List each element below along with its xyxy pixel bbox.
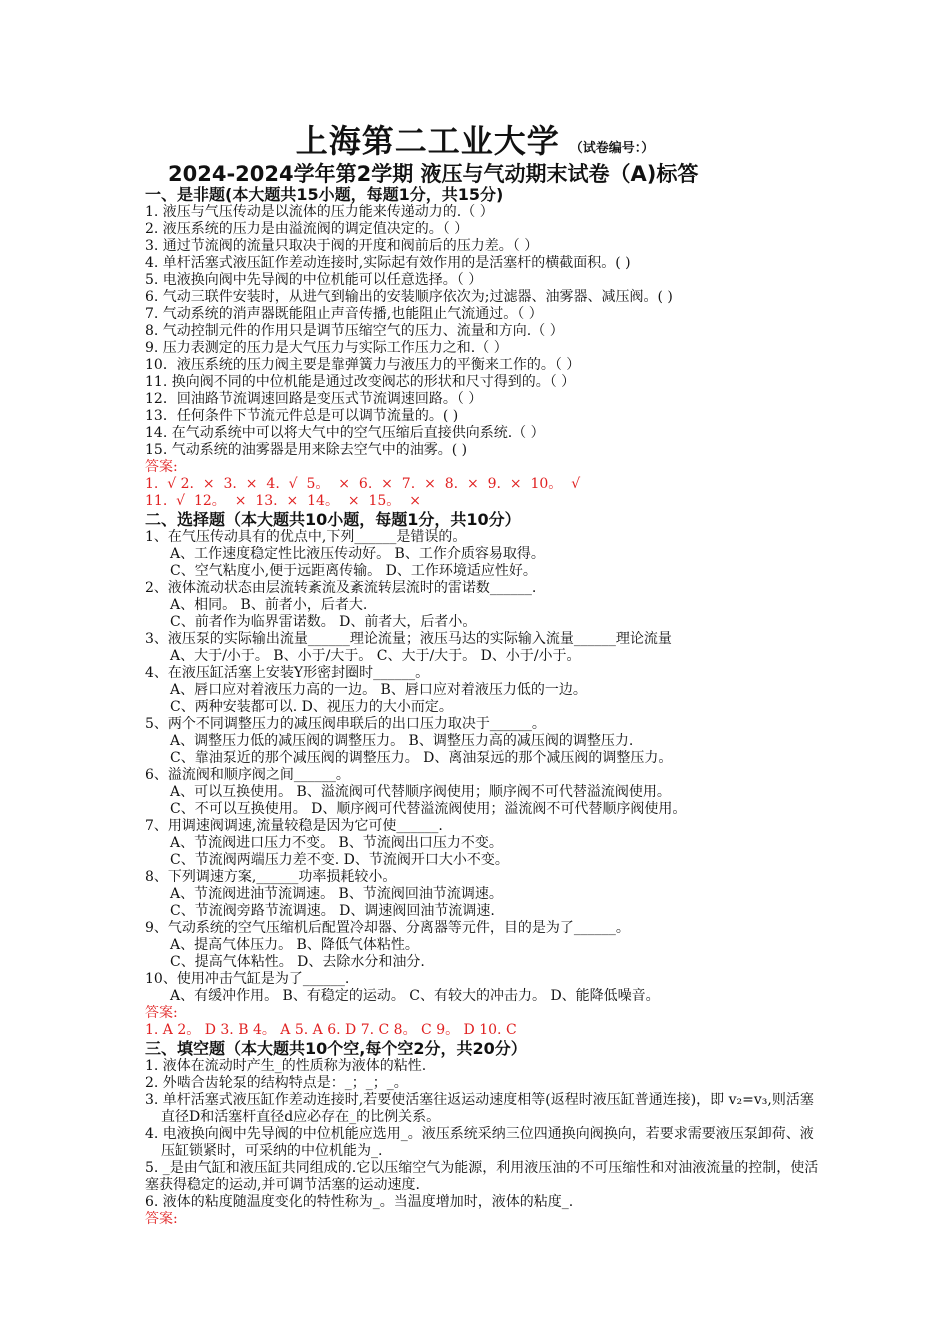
question-item: 10．液压系统的压力阀主要是靠弹簧力与液压力的平衡来工作的。（ ） bbox=[145, 357, 581, 373]
choice-options: A、相同。 B、前者小，后者大. bbox=[170, 597, 368, 613]
title-row bbox=[0, 116, 950, 162]
choice-options: C、靠油泵近的那个减压阀的调整压力。 D、离油泵远的那个减压阀的调整压力。 bbox=[170, 750, 673, 766]
exam-subtitle: 2024-2024学年第2学期 液压与气动期末试卷（A)标答 bbox=[168, 162, 699, 186]
choice-question: 7、用调速阀调速,流量较稳是因为它可使______. bbox=[145, 818, 443, 834]
section1-answer-line2: 11. √ 12。 × 13. × 14。 × 15。 × bbox=[145, 493, 421, 509]
choice-options: A、提高气体压力。 B、降低气体粘性。 bbox=[170, 937, 419, 953]
section1-answer-label: 答案: bbox=[145, 459, 178, 475]
section3-answer-label: 答案: bbox=[145, 1211, 178, 1227]
exam-content bbox=[145, 185, 825, 1228]
question-item: 5. 电液换向阀中先导阀的中位机能可以任意选择。（ ） bbox=[145, 272, 483, 288]
question-item: 14. 在气动系统中可以将大气中的空气压缩后直接供向系统.（ ） bbox=[145, 425, 545, 441]
choice-options: C、节流阀两端压力差不变. D、节流阀开口大小不变。 bbox=[170, 852, 509, 868]
fill-blank-item: 2. 外啮合齿轮泵的结构特点是：_；_；_。 bbox=[145, 1075, 408, 1091]
section2-answer-line: 1. A 2。 D 3. B 4。 A 5. A 6. D 7. C 8。 C 9。 D 10. C bbox=[145, 1022, 517, 1038]
fill-blank-item: 4. 电液换向阀中先导阀的中位机能应选用_。液压系统采纳三位四通换向阀换向，若要求需要液压泵卸荷、液压缸锁紧时，可采纳的中位机能为_. bbox=[145, 1126, 814, 1159]
section2-answer-label: 答案: bbox=[145, 1005, 178, 1021]
question-item: 12．回油路节流调速回路是变压式节流调速回路。（ ） bbox=[145, 391, 483, 407]
fill-blank-item: 6. 液体的粘度随温度变化的特性称为_。当温度增加时，液体的粘度_. bbox=[145, 1194, 574, 1210]
choice-options: A、节流阀进口压力不变。 B、节流阀出口压力不变。 bbox=[170, 835, 503, 851]
university-title: 上海第二工业大学 bbox=[295, 122, 560, 160]
choice-question: 2、液体流动状态由层流转紊流及紊流转层流时的雷诺数______. bbox=[145, 580, 537, 596]
choice-options: C、前者作为临界雷诺数。 D、前者大，后者小。 bbox=[170, 614, 477, 630]
choice-options: A、唇口应对着液压力高的一边。 B、唇口应对着液压力低的一边。 bbox=[170, 682, 587, 698]
section2-heading: 二、选择题（本大题共10小题，每题1分，共10分） bbox=[145, 510, 521, 529]
question-item: 3. 通过节流阀的流量只取决于阀的开度和阀前后的压力差。（ ） bbox=[145, 238, 539, 254]
fill-blank-item: 5. _是由气缸和液压缸共同组成的.它以压缩空气为能源，利用液压油的不可压缩性和对油液流量的控制，使活塞获得稳定的运动,并可调节活塞的运动速度. bbox=[145, 1160, 819, 1193]
choice-question: 5、两个不同调整压力的减压阀串联后的出口压力取决于______。 bbox=[145, 716, 546, 732]
choice-options: C、两种安装都可以. D、视压力的大小而定。 bbox=[170, 699, 453, 715]
choice-options: C、空气粘度小,便于远距离传输。 D、工作环境适应性好。 bbox=[170, 563, 537, 579]
choice-options: A、工作速度稳定性比液压传动好。 B、工作介质容易取得。 bbox=[170, 546, 545, 562]
choice-question: 4、在液压缸活塞上安装Y形密封圈时______。 bbox=[145, 665, 430, 681]
question-item: 8. 气动控制元件的作用只是调节压缩空气的压力、流量和方向.（ ） bbox=[145, 323, 564, 339]
choice-question: 9、气动系统的空气压缩机后配置冷却器、分离器等元件，目的是为了______。 bbox=[145, 920, 630, 936]
fill-blank-item: 1. 液体在流动时产生_的性质称为液体的粘性. bbox=[145, 1058, 427, 1074]
fill-blank-item: 3. 单杆活塞式液压缸作差动连接时,若要使活塞往返运动速度相等(返程时液压缸普通连接)，即 v₂=v₃,则活塞直径D和活塞杆直径d应必存在_的比例关系。 bbox=[145, 1092, 814, 1125]
choice-question: 3、液压泵的实际输出流量______理论流量；液压马达的实际输入流量______理论流量 bbox=[145, 631, 672, 647]
question-item: 9. 压力表测定的压力是大气压力与实际工作压力之和.（ ） bbox=[145, 340, 508, 356]
question-item: 4. 单杆活塞式液压缸作差动连接时,实际起有效作用的是活塞杆的横截面积。( ) bbox=[145, 255, 631, 271]
choice-options: C、提高气体粘性。 D、去除水分和油分. bbox=[170, 954, 425, 970]
section1-heading: 一、是非题(本大题共15小题，每题1分，共15分) bbox=[145, 185, 504, 204]
question-item: 11. 换向阀不同的中位机能是通过改变阀芯的形状和尺寸得到的。（ ） bbox=[145, 374, 576, 390]
choice-options: A、可以互换使用。 B、溢流阀可代替顺序阀使用；顺序阀不可代替溢流阀使用。 bbox=[170, 784, 671, 800]
exam-code: （试卷编号：） bbox=[569, 141, 655, 156]
choice-options: C、节流阀旁路节流调速。 D、调速阀回油节流调速. bbox=[170, 903, 495, 919]
choice-options: A、有缓冲作用。 B、有稳定的运动。 C、有较大的冲击力。 D、能降低噪音。 bbox=[170, 988, 660, 1004]
question-item: 2. 液压系统的压力是由溢流阀的调定值决定的。（ ） bbox=[145, 221, 469, 237]
question-item: 6. 气动三联件安装时，从进气到输出的安装顺序依次为;过滤器、油雾器、减压阀。( ) bbox=[145, 289, 673, 305]
question-item: 13．任何条件下节流元件总是可以调节流量的。( ) bbox=[145, 408, 459, 424]
choice-question: 8、下列调速方案,______功率损耗较小。 bbox=[145, 869, 397, 885]
choice-options: C、不可以互换使用。 D、顺序阀可代替溢流阀使用；溢流阀不可代替顺序阀使用。 bbox=[170, 801, 687, 817]
question-item: 1. 液压与气压传动是以流体的压力能来传递动力的.（ ） bbox=[145, 204, 494, 220]
choice-question: 1、在气压传动具有的优点中,下列______是错误的。 bbox=[145, 529, 467, 545]
section1-answer-line1: 1. √ 2. × 3. × 4. √ 5。 × 6. × 7. × 8. × 9. × 10。 √ bbox=[145, 476, 581, 492]
question-item: 7. 气动系统的消声器既能阻止声音传播,也能阻止气流通过。（ ） bbox=[145, 306, 543, 322]
choice-question: 10、使用冲击气缸是为了______. bbox=[145, 971, 350, 987]
choice-options: A、大于/小于。 B、小于/大于。 C、大于/大于。 D、小于/小于。 bbox=[170, 648, 581, 664]
question-item: 15. 气动系统的油雾器是用来除去空气中的油雾。( ) bbox=[145, 442, 468, 458]
choice-question: 6、溢流阀和顺序阀之间______。 bbox=[145, 767, 350, 783]
choice-options: A、节流阀进油节流调速。 B、节流阀回油节流调速。 bbox=[170, 886, 503, 902]
section3-heading: 三、填空题（本大题共10个空,每个空2分，共20分） bbox=[145, 1039, 527, 1058]
section2-questions bbox=[145, 529, 825, 1005]
section1-questions bbox=[145, 204, 825, 459]
choice-options: A、调整压力低的减压阀的调整压力。 B、调整压力高的减压阀的调整压力. bbox=[170, 733, 634, 749]
